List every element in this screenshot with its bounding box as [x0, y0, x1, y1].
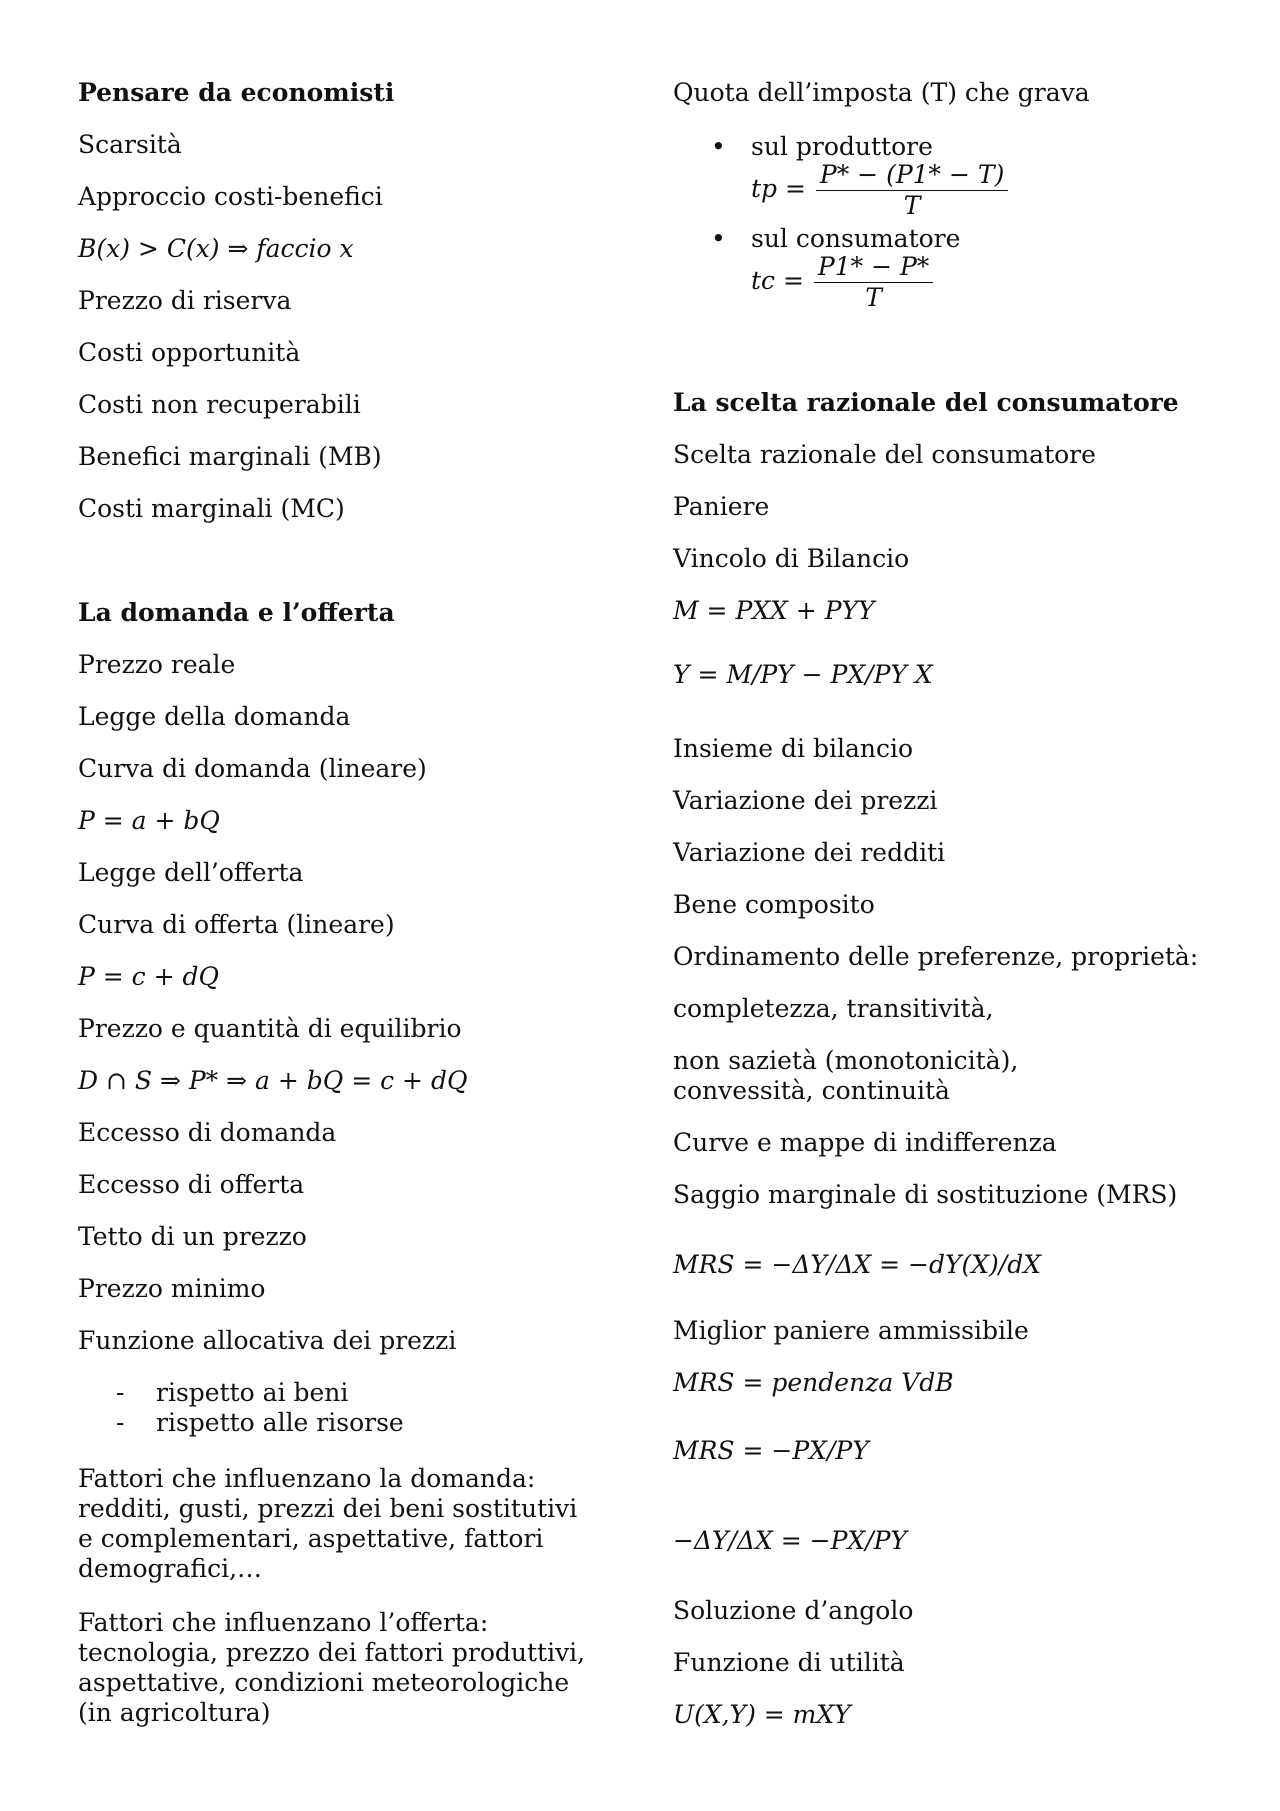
term-vincolo-bilancio: Vincolo di Bilancio: [673, 544, 910, 573]
term-saggio-marginale: Saggio marginale di sostituzione (MRS): [673, 1180, 1178, 1209]
term-bene-composito: Bene composito: [673, 890, 875, 919]
fraction: [814, 252, 933, 313]
term-insieme-bilancio: Insieme di bilancio: [673, 734, 914, 763]
term-funzione-allocativa: Funzione allocativa dei prezzi: [78, 1326, 457, 1355]
formula-mrs-prezzi: MRS = −PX/PY: [673, 1436, 869, 1465]
term-non-sazieta: non sazietà (monotonicità), convessità, continuità: [673, 1046, 1019, 1105]
term-equilibrio: Prezzo e quantità di equilibrio: [78, 1014, 462, 1043]
bullet-dot: •: [711, 132, 726, 161]
formula-vincolo: M = PXX + PYY: [673, 596, 875, 625]
bullet-dot: •: [711, 224, 726, 253]
formula-mrs-vdb: MRS = pendenza VdB: [673, 1368, 954, 1397]
formula-tc-lhs: tc =: [751, 266, 804, 295]
term-variazione-redditi: Variazione dei redditi: [673, 838, 946, 867]
fraction-denominator: T: [865, 283, 882, 312]
term-tetto-prezzo: Tetto di un prezzo: [78, 1222, 307, 1251]
term-prezzo-minimo: Prezzo minimo: [78, 1274, 266, 1303]
term-curva-domanda: Curva di domanda (lineare): [78, 754, 427, 783]
term-miglior-paniere: Miglior paniere ammissibile: [673, 1316, 1029, 1345]
term-prezzo-reale: Prezzo reale: [78, 650, 236, 679]
formula-utilita: U(X,Y) = mXY: [673, 1700, 851, 1729]
term-approccio: Approccio costi-benefici: [78, 182, 383, 211]
term-variazione-prezzi: Variazione dei prezzi: [673, 786, 938, 815]
term-curve-mappe: Curve e mappe di indifferenza: [673, 1128, 1057, 1157]
section-heading-scelta-razionale: La scelta razionale del consumatore: [673, 388, 1179, 417]
term-quota-imposta: Quota dell’imposta (T) che grava: [673, 78, 1090, 107]
term-legge-domanda: Legge della domanda: [78, 702, 351, 731]
formula-costi-benefici: B(x) > C(x) ⇒ faccio x: [78, 234, 354, 263]
term-scelta-razionale: Scelta razionale del consumatore: [673, 440, 1096, 469]
formula-tp: [751, 160, 1010, 221]
list-item-risorse: rispetto alle risorse: [156, 1408, 404, 1437]
formula-offerta: P = c + dQ: [78, 962, 220, 991]
term-ordinamento: Ordinamento delle preferenze, proprietà:: [673, 942, 1199, 971]
section-heading-pensare: Pensare da economisti: [78, 78, 395, 107]
dash-bullet: -: [116, 1408, 125, 1437]
term-costi-non-recuperabili: Costi non recuperabili: [78, 390, 361, 419]
term-eccesso-offerta: Eccesso di offerta: [78, 1170, 305, 1199]
paragraph-fattori-offerta: Fattori che influenzano l’offerta: tecnologia, prezzo dei fattori produttivi, aspettative, condizioni meteorologiche (in agricoltura): [78, 1608, 586, 1727]
term-legge-offerta: Legge dell’offerta: [78, 858, 304, 887]
formula-tc: [751, 252, 935, 313]
term-eccesso-domanda: Eccesso di domanda: [78, 1118, 337, 1147]
list-item-beni: rispetto ai beni: [156, 1378, 349, 1407]
list-item-produttore: sul produttore: [751, 132, 933, 161]
term-completezza: completezza, transitività,: [673, 994, 994, 1023]
formula-y: Y = M/PY − PX/PY X: [673, 660, 933, 689]
formula-equilibrio: D ∩ S ⇒ P* ⇒ a + bQ = c + dQ: [78, 1066, 468, 1095]
formula-mrs: MRS = −ΔY/ΔX = −dY(X)/dX: [673, 1250, 1041, 1279]
term-scarsita: Scarsità: [78, 130, 182, 159]
paragraph-fattori-domanda: Fattori che influenzano la domanda: redditi, gusti, prezzi dei beni sostitutivi e complementari, aspettative, fattori demografici,…: [78, 1464, 578, 1583]
list-item-consumatore: sul consumatore: [751, 224, 961, 253]
term-costi-opportunita: Costi opportunità: [78, 338, 301, 367]
formula-domanda: P = a + bQ: [78, 806, 220, 835]
formula-tp-lhs: tp =: [751, 174, 806, 203]
fraction-numerator: P* − (P1* − T): [816, 160, 1008, 191]
fraction: [816, 160, 1008, 221]
term-benefici-marginali: Benefici marginali (MB): [78, 442, 382, 471]
dash-bullet: -: [116, 1378, 125, 1407]
term-curva-offerta: Curva di offerta (lineare): [78, 910, 395, 939]
term-costi-marginali: Costi marginali (MC): [78, 494, 345, 523]
fraction-denominator: T: [903, 191, 921, 220]
fraction-numerator: P1* − P*: [814, 252, 933, 283]
term-soluzione-angolo: Soluzione d’angolo: [673, 1596, 914, 1625]
term-paniere: Paniere: [673, 492, 770, 521]
term-prezzo-riserva: Prezzo di riserva: [78, 286, 292, 315]
term-funzione-utilita: Funzione di utilità: [673, 1648, 905, 1677]
formula-delta: −ΔY/ΔX = −PX/PY: [673, 1526, 907, 1555]
section-heading-domanda-offerta: La domanda e l’offerta: [78, 598, 395, 627]
